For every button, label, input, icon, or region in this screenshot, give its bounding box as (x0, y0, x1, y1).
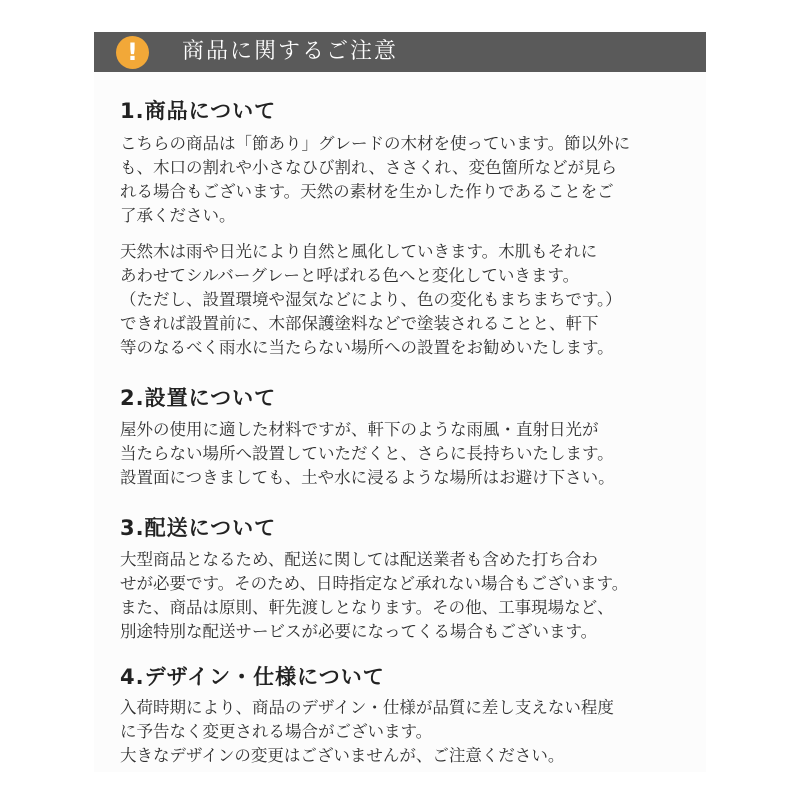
section-text-line: 大型商品となるため、配送に関しては配送業者も含めた打ち合わ (120, 550, 598, 569)
section-text-line: また、商品は原則、軒先渡しとなります。その他、工事現場など、 (120, 598, 614, 617)
notice-header (94, 32, 706, 72)
section-text-line: （ただし、設置環境や湿気などにより、色の変化もまちまちです。） (120, 290, 622, 309)
section-text-line: 天然木は雨や日光により自然と風化していきます。木肌もそれに (120, 242, 598, 261)
section-title-delivery: 3.配送について (120, 516, 277, 540)
notice-title: 商品に関するご注意 (182, 39, 399, 64)
exclamation-icon: ! (116, 36, 149, 69)
section-text-line: あわせてシルバーグレーと呼ばれる色へと変化していきます。 (120, 266, 580, 285)
section-text-line: 入荷時期により、商品のデザイン・仕様が品質に差し支えない程度 (120, 698, 614, 717)
section-text-line: 屋外の使用に適した材料ですが、軒下のような雨風・直射日光が (120, 420, 599, 439)
section-title-installation: 2.設置について (120, 386, 277, 410)
section-text-line: 等のなるべく雨水に当たらない場所への設置をお勧めいたします。 (120, 338, 614, 357)
section-title-design: 4.デザイン・仕様について (120, 665, 385, 689)
section-text-line: に予告なく変更される場合がございます。 (120, 722, 433, 741)
section-text-line: も、木口の割れや小さなひび割れ、ささくれ、変色箇所などが見ら (120, 158, 617, 177)
section-text-line: せが必要です。そのため、日時指定など承れない場合もございます。 (120, 574, 629, 593)
section-text-line: 当たらない場所へ設置していただくと、さらに長持ちいたします。 (120, 444, 614, 463)
section-text-line: れる場合もございます。天然の素材を生かした作りであることをご (120, 182, 614, 201)
section-text-line: こちらの商品は「節あり」グレードの木材を使っています。節以外に (120, 134, 631, 153)
section-text-line: 別途特別な配送サービスが必要になってくる場合もございます。 (120, 622, 598, 641)
section-title-product: 1.商品について (120, 99, 277, 123)
section-text-line: 了承ください。 (120, 206, 236, 225)
section-text-line: 大きなデザインの変更はございませんが、ご注意ください。 (120, 746, 565, 765)
section-text-line: できれば設置前に、木部保護塗料などで塗装されることと、軒下 (120, 314, 599, 333)
section-text-line: 設置面につきましても、土や水に浸るような場所はお避け下さい。 (120, 468, 615, 487)
